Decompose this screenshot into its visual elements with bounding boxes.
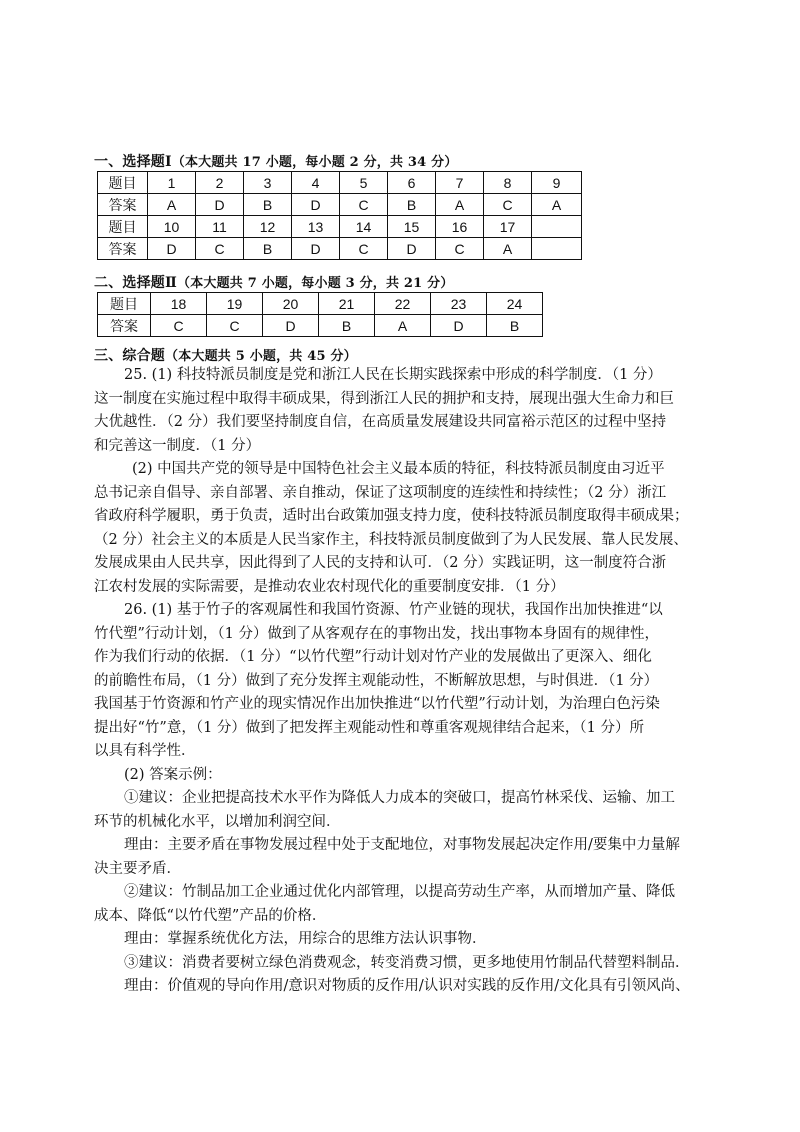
answer-cell: C: [436, 238, 484, 260]
text-line: 决主要矛盾．: [94, 860, 181, 877]
answer-cell: D: [292, 238, 340, 260]
text-line: ②建议：竹制品加工企业通过优化内部管理，以提高劳动生产率，从而增加产量、降低: [124, 884, 675, 900]
question-number: 18: [151, 293, 207, 315]
question-number: 17: [484, 216, 532, 238]
question-number: 19: [207, 293, 263, 315]
question-number: 1: [148, 172, 196, 194]
question-number: 14: [340, 216, 388, 238]
answer-cell: D: [196, 194, 244, 216]
row-label-answer: 答案: [98, 194, 148, 216]
answer-cell: B: [244, 238, 292, 260]
answer-cell: A: [375, 315, 431, 337]
text-line: 25. (1) 科技特派员制度是党和浙江人民在长期实践探索中形成的科学制度．（1 分）: [124, 367, 662, 383]
question-number: 5: [340, 172, 388, 194]
answer-cell: D: [263, 315, 319, 337]
table-row: [98, 293, 543, 315]
text-line: （2 分）社会主义的本质是人民当家作主，科技特派员制度做到了为人民发展、靠人民发展、: [94, 531, 688, 548]
question-number: 8: [484, 172, 532, 194]
question-number: 4: [292, 172, 340, 194]
empty-cell: [532, 216, 582, 238]
text-line: ③建议：消费者要树立绿色消费观念，转变消费习惯，更多地使用竹制品代替塑料制品．: [124, 954, 690, 971]
question-number: 3: [244, 172, 292, 194]
question-number: 10: [148, 216, 196, 238]
q25-part1: [94, 364, 708, 458]
question-number: 6: [388, 172, 436, 194]
row-label-question: 题目: [98, 172, 148, 194]
q26-part2-examples: [94, 787, 708, 999]
row-label-answer: 答案: [98, 238, 148, 260]
text-line: 26. (1) 基于竹子的客观属性和我国竹资源、竹产业链的现状，我国作出加快推进“以: [124, 602, 663, 618]
answer-cell: D: [431, 315, 487, 337]
question-number: 24: [487, 293, 543, 315]
text-line: 省政府科学履职，勇于负责，适时出台政策加强支持力度，使科技特派员制度取得丰硕成果；: [94, 508, 689, 524]
answer-cell: B: [319, 315, 375, 337]
question-number: 20: [263, 293, 319, 315]
answer-cell: A: [532, 194, 582, 216]
table-row: [98, 315, 543, 337]
section-2-note: （本大题共 7 小题，每小题 3 分，共 21 分）: [177, 276, 454, 291]
answer-cell: B: [487, 315, 543, 337]
text-line: 环节的机械化水平，以增加利润空间．: [94, 813, 341, 830]
text-line: 发展成果由人民共享，因此得到了人民的支持和认可．（2 分）实践证明，这一制度符合浙: [94, 555, 667, 571]
section-1-note: （本大题共 17 小题，每小题 2 分，共 34 分）: [171, 155, 458, 170]
text-line: 作为我们行动的依据．（1 分）“以竹代塑”行动计划对竹产业的发展做出了更深入、细化: [94, 649, 652, 665]
question-number: 11: [196, 216, 244, 238]
q26-part2-heading: [94, 764, 708, 788]
answer-cell: B: [388, 194, 436, 216]
table-row: [98, 216, 582, 238]
text-line: 理由：主要矛盾在事物发展过程中处于支配地位，对事物发展起决定作用/要集中力量解: [124, 837, 680, 853]
answer-cell: C: [207, 315, 263, 337]
question-number: 13: [292, 216, 340, 238]
section-2-title: 二、选择题Ⅱ: [94, 275, 177, 291]
question-number: 7: [436, 172, 484, 194]
section-3-title: 三、综合题: [94, 348, 165, 364]
question-number: 23: [431, 293, 487, 315]
text-line: 和完善这一制度．（1 分）: [94, 437, 261, 454]
text-line: 理由：掌握系统优化方法，用综合的思维方法认识事物．: [124, 931, 487, 947]
answer-cell: A: [148, 194, 196, 216]
answer-cell: A: [436, 194, 484, 216]
section-2-heading: [94, 272, 454, 292]
text-line: ①建议：企业把提高技术水平作为降低人力成本的突破口，提高竹林采伐、运输、加工: [124, 790, 675, 806]
section-2-answer-table: [97, 292, 543, 337]
text-line: 总书记亲自倡导、亲自部署、亲自推动，保证了这项制度的连续性和持续性；（2 分）浙江: [94, 484, 667, 501]
answer-cell: A: [484, 238, 532, 260]
text-line: 的前瞻性布局，（1 分）做到了充分发挥主观能动性，不断解放思想，与时俱进．（1 分）: [94, 672, 659, 689]
answer-cell: C: [484, 194, 532, 216]
text-line: 大优越性．（2 分）我们要坚持制度自信，在高质量发展建设共同富裕示范区的过程中坚持: [94, 414, 667, 430]
answer-cell: D: [292, 194, 340, 216]
section-1-answer-table: [97, 171, 582, 260]
section-3-note: （本大题共 5 小题，共 45 分）: [165, 349, 357, 364]
text-line: 这一制度在实施过程中取得丰硕成果，得到浙江人民的拥护和支持，展现出强大生命力和巨: [94, 390, 674, 407]
text-line: 提出好“竹”意，（1 分）做到了把发挥主观能动性和尊重客观规律结合起来，（1 分）所: [94, 719, 644, 736]
question-number: 15: [388, 216, 436, 238]
empty-cell: [532, 238, 582, 260]
q25-part2: [94, 458, 708, 599]
text-line: (2) 答案示例：: [124, 767, 222, 783]
text-line: 江农村发展的实际需要，是推动农业农村现代化的重要制度安排．（1 分）: [94, 578, 565, 595]
section-3-heading: [94, 345, 357, 365]
row-label-question: 题目: [98, 293, 151, 315]
text-line: 竹代塑”行动计划，（1 分）做到了从客观存在的事物出发，找出事物本身固有的规律性，: [94, 625, 659, 642]
table-row: [98, 194, 582, 216]
answer-cell: C: [340, 238, 388, 260]
q26-part1: [94, 599, 708, 764]
section-1-title: 一、选择题Ⅰ: [94, 154, 172, 170]
answer-cell: D: [388, 238, 436, 260]
table-row: [98, 238, 582, 260]
answer-cell: C: [196, 238, 244, 260]
answer-cell: C: [151, 315, 207, 337]
table-row: [98, 172, 582, 194]
answer-cell: B: [244, 194, 292, 216]
text-line: 理由：价值观的导向作用/意识对物质的反作用/认识对实践的反作用/文化具有引领风尚、: [124, 978, 690, 994]
answer-cell: C: [340, 194, 388, 216]
text-line: 成本、降低“以竹代塑”产品的价格．: [94, 907, 327, 924]
row-label-answer: 答案: [98, 315, 151, 337]
text-line: 我国基于竹资源和竹产业的现实情况作出加快推进“以竹代塑”行动计划，为治理白色污染: [94, 696, 660, 712]
question-number: 22: [375, 293, 431, 315]
question-number: 16: [436, 216, 484, 238]
row-label-question: 题目: [98, 216, 148, 238]
question-number: 21: [319, 293, 375, 315]
section-1-heading: [94, 151, 458, 171]
text-line: (2) 中国共产党的领导是中国特色社会主义最本质的特征，科技特派员制度由习近平: [132, 461, 665, 477]
question-number: 12: [244, 216, 292, 238]
answer-cell: D: [148, 238, 196, 260]
question-number: 2: [196, 172, 244, 194]
text-line: 以具有科学性．: [94, 743, 196, 759]
question-number: 9: [532, 172, 582, 194]
